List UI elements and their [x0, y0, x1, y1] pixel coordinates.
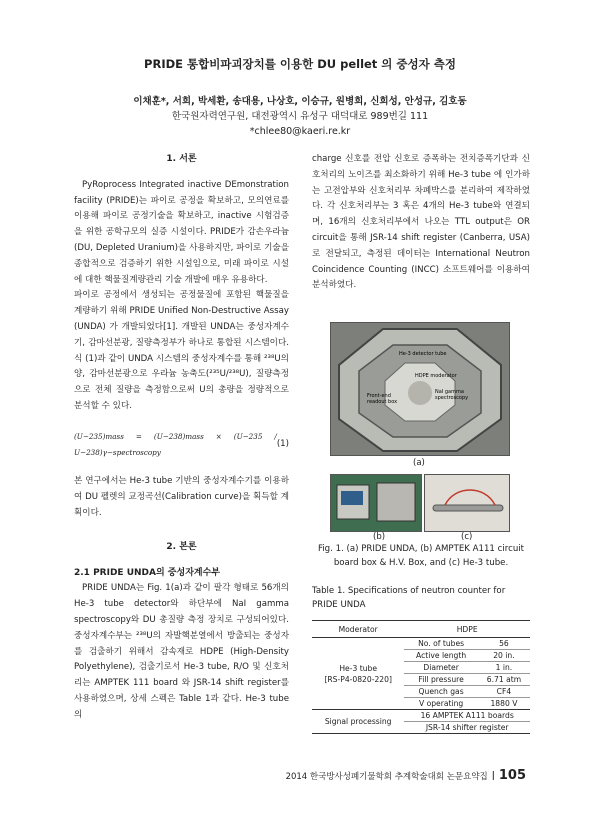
figure-caption: Fig. 1. (a) PRIDE UNDA, (b) AMPTEK A111 circuit board box & H.V. Box, and (c) He-3 tube. [317, 544, 525, 568]
table-row-label: V operating [404, 698, 478, 710]
section-2-heading: 2. 본론 [166, 541, 197, 552]
footer-journal: 2014 한국방사성폐기물학회 추계학술대회 논문요약집 [285, 771, 488, 782]
he3-group-cell [312, 638, 404, 710]
intro-paragraph-1: PyRoprocess Integrated inactive DEmonstration facility (PRIDE)는 파이로 공정을 확보하고, 모의연료를 이용해 파이로 공정기술을 확보하고, inactive 시험검증을 위한 공학규모의 실증 시설이다. PRIDE가 감손우라늄(DU, Depleted Uranium)을 사용하지만, 파이로 기술을 종합적으로 검증하기 위한 시설임으로, 미래 파이로 시설에 대한 핵물질계량관리 기술 개발에 매우 유용하다. [74, 179, 289, 285]
equation-number: (1) [276, 438, 289, 449]
figure-1c-photo [424, 474, 510, 532]
table-row-label: Active length [404, 650, 478, 662]
table-row-value: 16 AMPTEK A111 boards [404, 710, 530, 722]
table-row-value: JSR-14 shifter register [404, 722, 530, 734]
table-caption: Table 1. Specifications of neutron counter for PRIDE UNDA [312, 586, 506, 610]
figure-label-a: (a) [413, 458, 425, 468]
equation-formula: (U−235)mass = (U−238)mass × (U−235 / U−238)γ−spectroscopy [74, 431, 277, 457]
he3-group-sub: [RS-P4-0820-220] [324, 674, 392, 684]
paper-title: PRIDE 통합비파괴장치를 이용한 DU pellet 의 중성자 측정 [144, 57, 456, 71]
table-row-label: Quench gas [404, 686, 478, 698]
author-email: *chlee80@kaeri.re.kr [249, 126, 351, 137]
intro-paragraph-2: 파이로 공정에서 생성되는 공정물질에 포함된 핵물질을 계량하기 위해 PRIDE Unified Non-Destructive Assay (UNDA) 가 개발되었다[1]. 개발된 UNDA는 중성자계수기, 감마선분광, 질량측정부가 하나로 통합된 시스템이다. 식 (1)과 같이 UNDA 시스템의 중성자계수를 통해 ²³⁸U의 양, 감마선분광으로 우라늄 농축도(²³⁵U/²³⁸U), 질량측정으로 전체 질량을 측정함으로써 U의 총량을 정량적으로 분석할 수 있다. [74, 290, 289, 411]
right-paragraph: charge 신호를 전압 신호로 증폭하는 전치증폭기단과 신호처리의 노이즈를 최소화하기 위해 He-3 tube 에 인가하는 고전압부와 신호처리부 차폐박스를 분리하여 제작하였다. 각 신호처리부는 3 혹은 4개의 He-3 tube와 연결되며, 16개의 신호처리부에서 나오는 TTL output은 OR circuit을 통해 JSR-14 shift register (Canberra, USA) 로 전달되고, 측정된 데이터는 International Neutron Coincidence Counting (INCC) 소프트웨어를 이용하여 분석하였다. [312, 154, 530, 291]
table-row-label: No. of tubes [404, 638, 478, 650]
right-column [312, 152, 530, 294]
footer-divider: | [491, 770, 495, 781]
body-paragraph-1: PRIDE UNDA는 Fig. 1(a)과 같이 팔각 형태로 56개의 He-3 tube detector와 하단부에 NaI gamma spectroscopy와 DU 총질량 측정 장치로 구성되어있다. 중성자계수부는 ²³⁸U의 자발핵분열에서 방출되는 중성자를 검출하기 위해서 감속재로 HDPE (High-Density Polyethylene), 검출기로서 He-3 tube, R/O 및 신호처리는 AMPTEK 111 board 와 JSR-14 shift register를 사용하였으며, 상세 스펙은 Table 1과 같다. He-3 tube 의 [74, 583, 289, 720]
callout-frontend: Front-end readout box [367, 393, 398, 405]
signal-group-label: Signal processing [312, 710, 404, 734]
author-block [0, 94, 600, 139]
circuit-box-image [331, 475, 421, 531]
equation-1 [74, 429, 289, 461]
subsection-2-1-heading: 2.1 PRIDE UNDA의 중성자계수부 [74, 567, 220, 578]
callout-hdpe: HDPE moderator [415, 373, 457, 379]
callout-he3: He-3 detector tube [399, 351, 447, 357]
figure-1b-photo [330, 474, 422, 532]
figure-label-b: (b) [373, 532, 386, 542]
table-row-value: 20 in. [478, 650, 530, 662]
page-footer [286, 768, 526, 783]
table-row-value: 1 in. [478, 662, 530, 674]
table-row-value: 6.71 atm [478, 674, 530, 686]
table-header-moderator: Moderator [312, 621, 404, 638]
left-column [74, 152, 289, 724]
callout-nai: NaI gamma spectroscopy [435, 389, 469, 401]
table-row-value: CF4 [478, 686, 530, 698]
table-row-value: 1880 V [478, 698, 530, 710]
section-1-heading: 1. 서론 [166, 154, 197, 164]
table-row-label: Diameter [404, 662, 478, 674]
figure-label-c: (c) [461, 532, 473, 542]
intro-paragraph-3: 본 연구에서는 He-3 tube 기반의 중성자계수기를 이용하여 DU 펠렛의 교정곡선(Calibration curve)을 획득할 계획이다. [74, 476, 289, 518]
he3-group-label: He-3 tube [339, 663, 377, 673]
he3-tube-image [425, 475, 509, 531]
figure-1a-photo [330, 322, 510, 456]
table-row-label: Fill pressure [404, 674, 478, 686]
unda-octagon-image [331, 323, 509, 455]
table-header-hdpe: HDPE [404, 621, 530, 638]
affiliation: 한국원자력연구원, 대전광역시 유성구 대덕대로 989번길 111 [171, 111, 429, 122]
page-number: 105 [498, 768, 526, 783]
specs-table [312, 620, 530, 734]
table-row-value: 56 [478, 638, 530, 650]
author-names: 이채훈*, 서희, 박세환, 송대용, 나상호, 이승규, 원병희, 신희성, 안성규, 김호동 [133, 96, 467, 107]
